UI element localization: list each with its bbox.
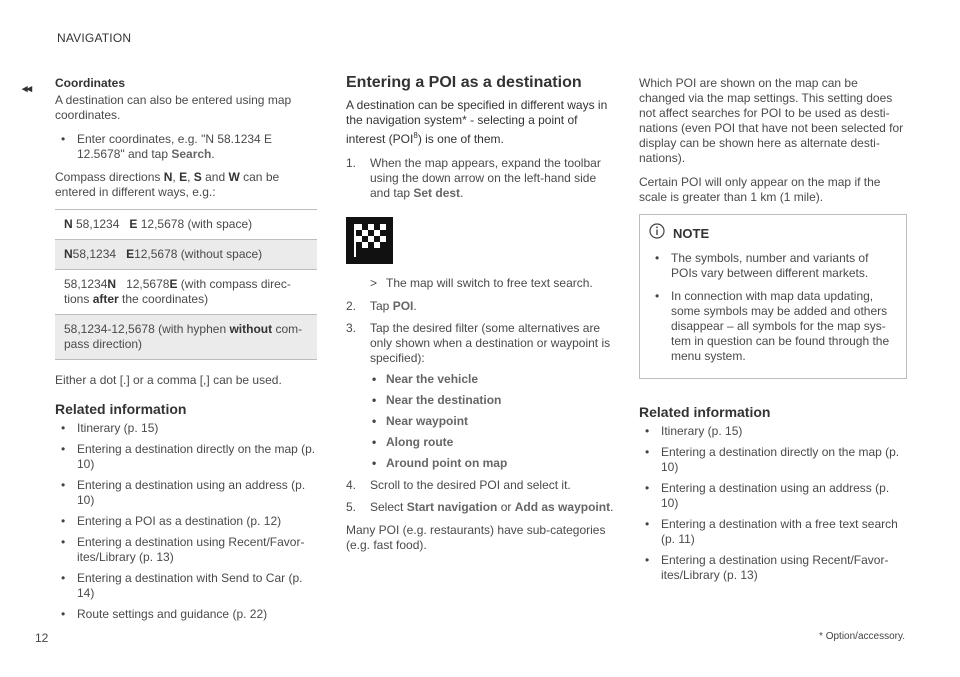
info-icon xyxy=(649,223,665,243)
poi-intro: A destination can be specified in different ways in the navigation system* - selecting a point of interest (POI$^8$) is one of them. xyxy=(346,98,608,146)
step-item: 2. Tap POI. xyxy=(346,299,417,313)
related-link[interactable]: • Entering a destination using an address (p. 10) xyxy=(639,481,907,511)
related-info-list xyxy=(639,424,907,583)
poi-keyword: POI xyxy=(392,299,414,313)
section-header: NAVIGATION xyxy=(57,31,132,45)
coordinates-bullets xyxy=(55,132,317,162)
step-item: 5. Select Start navigation or Add as waypoint. xyxy=(346,500,614,514)
filter-option: • Near the vehicle xyxy=(370,372,616,387)
coordinates-intro: A destination can also be entered using map coordinates. xyxy=(55,93,292,122)
filter-option: • Along route xyxy=(370,435,616,450)
search-keyword: Search xyxy=(171,147,212,161)
map-settings-text: Which POI are shown on the map can be changed via the map settings. This setting does not affect searches for POI to be used as desti-nations (even POI that have not been selected for display can be shown here as alternate desti-nations). xyxy=(639,76,904,165)
filter-option: • Near the destination xyxy=(370,393,616,408)
dot-comma-note: Either a dot [.] or a comma [,] can be used. xyxy=(55,373,282,387)
related-link[interactable]: • Itinerary (p. 15) xyxy=(55,421,317,436)
table-row: N58,1234 E12,5678 (without space) xyxy=(55,240,317,270)
table-row: 58,1234N 12,5678E (with compass direc-tions after the coordinates) xyxy=(55,270,317,315)
coordinate-format-table xyxy=(55,209,317,360)
related-link[interactable]: • Entering a destination with Send to Car (p. 14) xyxy=(55,571,317,601)
related-link[interactable]: • Route settings and guidance (p. 22) xyxy=(55,607,317,622)
step-item: 4. Scroll to the desired POI and select it. xyxy=(346,478,571,492)
column-coordinates xyxy=(55,76,317,630)
page-title: Entering a POI as a destination xyxy=(346,74,582,91)
coordinates-heading: Coordinates xyxy=(55,76,126,90)
compass-directions-text: Compass directions N, E, S and W can be entered in different ways, e.g.: xyxy=(55,170,280,199)
filter-option: • Around point on map xyxy=(370,456,616,471)
destination-flag-icon xyxy=(346,209,616,276)
set-dest-keyword: Set dest xyxy=(413,186,461,200)
related-link[interactable]: • Entering a destination with a free text search (p. 11) xyxy=(639,517,907,547)
step-item: 1. When the map appears, expand the toolbar using the down arrow on the left-hand side and tap Set dest. xyxy=(346,156,601,200)
related-info-heading: Related information xyxy=(55,401,187,417)
related-link[interactable]: • Entering a destination using an address (p. 10) xyxy=(55,478,317,508)
column-poi-continued xyxy=(639,76,907,591)
poi-steps xyxy=(346,156,616,201)
column-poi xyxy=(346,76,616,562)
filter-option: • Near waypoint xyxy=(370,414,616,429)
related-link[interactable]: • Itinerary (p. 15) xyxy=(639,424,907,439)
related-link[interactable]: • Entering a POI as a destination (p. 12) xyxy=(55,514,317,529)
related-info-list xyxy=(55,421,317,622)
related-link[interactable]: • Entering a destination directly on the map (p. 10) xyxy=(639,445,907,475)
related-link[interactable]: • Entering a destination directly on the map (p. 10) xyxy=(55,442,317,472)
related-link[interactable]: • Entering a destination using Recent/Favor-ites/Library (p. 13) xyxy=(639,553,907,583)
table-row: 58,1234-12,5678 (with hyphen without com-pass direction) xyxy=(55,315,317,360)
step-item: 3. Tap the desired filter (some alternatives are only shown when a destination or waypoint is specified): • Near the vehicle • Near the destination • Near waypoint • Along route • Around point on map xyxy=(346,321,616,471)
list-item: • In connection with map data updating, some symbols may be added and others disappear – all symbols for the map sys-tem in question can be found through the menu system. xyxy=(649,289,897,364)
related-info-heading: Related information xyxy=(639,404,771,420)
note-list xyxy=(649,251,897,364)
scale-text: Certain POI will only appear on the map if the scale is greater than 1 km (1 mile). xyxy=(639,175,881,204)
subcategory-note: Many POI (e.g. restaurants) have sub-categories (e.g. fast food). xyxy=(346,523,606,552)
related-link[interactable]: • Entering a destination using Recent/Favor-ites/Library (p. 13) xyxy=(55,535,317,565)
step-result: > The map will switch to free text search. xyxy=(370,276,593,290)
footnote: * Option/accessory. xyxy=(819,631,905,642)
poi-steps-continued xyxy=(346,299,616,515)
note-title: NOTE xyxy=(673,225,710,241)
table-row: N 58,1234 E 12,5678 (with space) xyxy=(55,210,317,240)
list-item: • The symbols, number and variants of POIs vary between different markets. xyxy=(649,251,897,281)
page-number: 12 xyxy=(35,631,49,645)
list-item: • Enter coordinates, e.g. "N 58.1234 E 12.5678" and tap Search. xyxy=(55,132,317,162)
filter-options xyxy=(370,372,616,471)
continuation-mark: ◂◂ xyxy=(22,83,32,95)
note-box xyxy=(639,214,907,379)
